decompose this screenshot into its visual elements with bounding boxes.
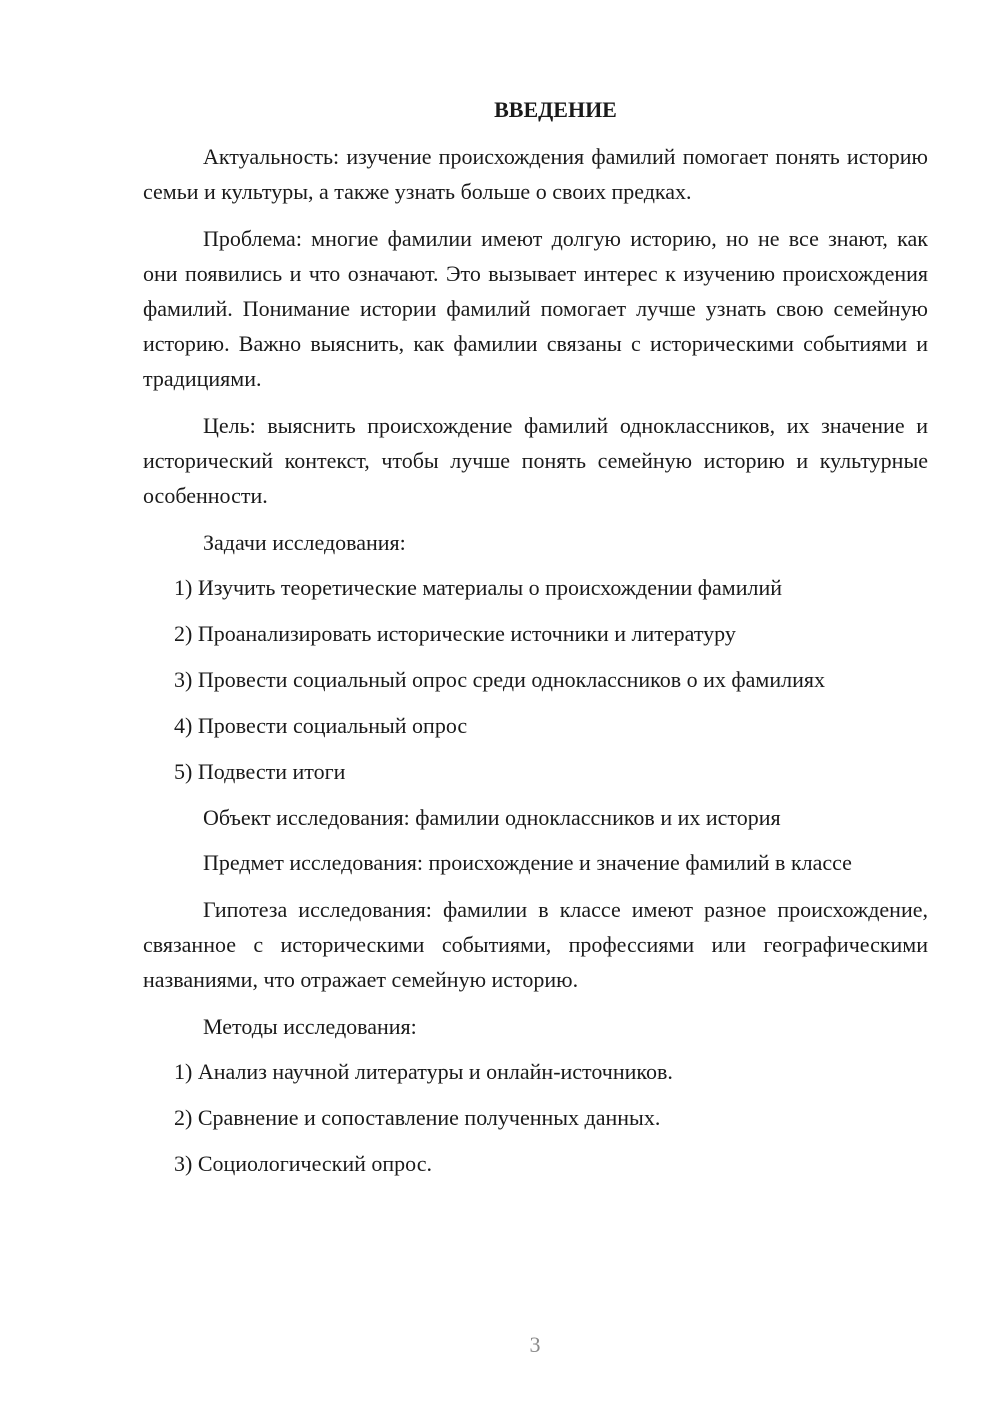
section-title: ВВЕДЕНИЕ xyxy=(494,97,617,122)
hypothesis-paragraph: Гипотеза исследования: фамилии в классе имеют разное происхождение, связанное с историческими событиями, профессиями или географическими названиями, что отражает семейную историю. xyxy=(143,897,928,992)
object-paragraph: Объект исследования: фамилии одноклассников и их история xyxy=(203,805,781,830)
list-item: 2) Проанализировать исторические источники и литературу xyxy=(174,621,736,646)
list-item: 1) Изучить теоретические материалы о происхождении фамилий xyxy=(174,575,783,600)
list-item: 5) Подвести итоги xyxy=(174,759,346,784)
tasks-heading: Задачи исследования: xyxy=(203,530,406,555)
page-number: 3 xyxy=(529,1332,541,1357)
methods-heading: Методы исследования: xyxy=(203,1014,417,1039)
list-item: 2) Сравнение и сопоставление полученных данных. xyxy=(174,1105,661,1130)
subject-paragraph: Предмет исследования: происхождение и значение фамилий в классе xyxy=(203,850,852,875)
page-content xyxy=(143,92,928,1192)
list-item: 3) Провести социальный опрос среди одноклассников о их фамилиях xyxy=(174,667,825,692)
list-item: 4) Провести социальный опрос xyxy=(174,713,468,738)
list-item: 3) Социологический опрос. xyxy=(174,1151,432,1176)
relevance-paragraph: Актуальность: изучение происхождения фамилий помогает понять историю семьи и культуры, а также узнать больше о своих предках. xyxy=(143,144,928,204)
methods-list xyxy=(143,1054,928,1181)
list-item: 1) Анализ научной литературы и онлайн-источников. xyxy=(174,1059,673,1084)
goal-paragraph: Цель: выяснить происхождение фамилий одноклассников, их значение и исторический контекст, чтобы лучше понять семейную историю и культурные особенности. xyxy=(143,413,928,508)
tasks-list xyxy=(143,570,928,789)
problem-paragraph: Проблема: многие фамилии имеют долгую историю, но не все знают, как они появились и что означают. Это вызывает интерес к изучению происхождения фамилий. Понимание истории фамилий помогает лучше узнать свою семейную историю. Важно выяснить, как фамилии связаны с историческими событиями и традициями. xyxy=(143,226,928,391)
